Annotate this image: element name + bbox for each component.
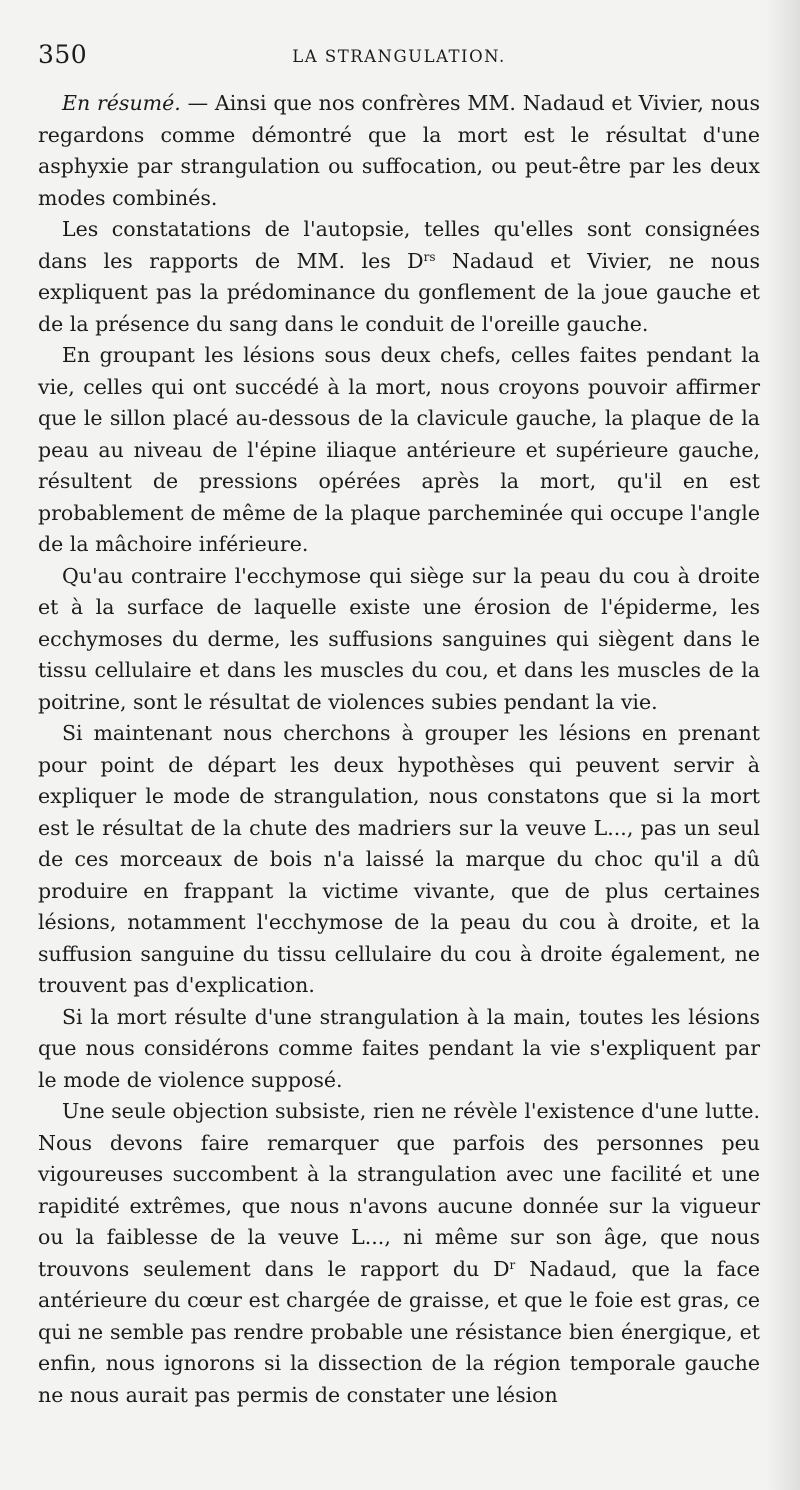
paragraph-2: [38, 214, 760, 340]
paragraph-7: [38, 1096, 760, 1411]
page-number: 350: [38, 40, 88, 69]
paragraph-text-before: Une seule objection subsiste, rien ne révèle l'existence d'une lutte. Nous devons faire remarquer que parfois des personnes peu vigoureuses succombent à la strangulation avec une facilité et une rapidité extrêmes, que nous n'avons aucune donnée sur la vigueur ou la faiblesse de la veuve L..., ni même sur son âge, que nous trouvons seulement dans le rapport du D: [38, 1099, 760, 1281]
paragraph-text: En groupant les lésions sous deux chefs, celles faites pendant la vie, celles qui ont succédé à la mort, nous croyons pouvoir affirmer que le sillon placé au-dessous de la clavicule gauche, la plaque de la peau au niveau de l'épine iliaque antérieure et supérieure gauche, résultent de pressions opérées après la mort, qu'il en est probablement de même de la plaque parcheminée qui occupe l'angle de la mâchoire inférieure.: [38, 343, 760, 556]
page-edge-shadow: [766, 0, 800, 1490]
running-head: LA STRANGULATION.: [292, 47, 506, 66]
paragraph-text: Si maintenant nous cherchons à grouper les lésions en prenant pour point de départ les deux hypothèses qui peuvent servir à expliquer le mode de strangulation, nous constatons que si la mort est le résultat de la chute des madriers sur la veuve L..., pas un seul de ces morceaux de bois n'a laissé la marque du choc qu'il a dû produire en frappant la victime vivante, que de plus certaines lésions, notamment l'ecchymose de la peau du cou à droite, et la suffusion sanguine du tissu cellulaire du cou à droite également, ne trouvent pas d'explication.: [38, 721, 760, 997]
paragraph-lead-italic: En résumé.: [62, 91, 181, 115]
paragraph-6: [38, 1002, 760, 1097]
paragraph-text-after: Nadaud et Vivier, ne nous expliquent pas la prédominance du gonflement de la joue gauche et de la présence du sang dans le conduit de l'oreille gauche.: [38, 248, 760, 336]
paragraph-text: Si la mort résulte d'une strangulation à la main, toutes les lésions que nous considérons comme faites pendant la vie s'expliquent par le mode de violence supposé.: [38, 1004, 760, 1092]
paragraph-1: [38, 88, 760, 214]
superscript-abbrev: rs: [423, 249, 436, 264]
paragraph-text: Qu'au contraire l'ecchymose qui siège sur la peau du cou à droite et à la surface de laquelle existe une érosion de l'épiderme, les ecchymoses du derme, les suffusions sanguines qui siègent dans le tissu cellulaire et dans les muscles du cou, et dans les muscles de la poitrine, sont le résultat de violences subies pendant la vie.: [38, 563, 760, 714]
paragraph-4: [38, 561, 760, 719]
page-header: [38, 40, 760, 76]
paragraph-5: [38, 718, 760, 1002]
paragraph-text-before: Les constatations de l'autopsie, telles qu'elles sont consignées dans les rapports de MM. les D: [38, 217, 760, 273]
superscript-abbrev: r: [509, 1257, 516, 1272]
paragraph-text: — Ainsi que nos confrères MM. Nadaud et Vivier, nous regardons comme démontré que la mort est le résultat d'une asphyxie par strangulation ou suffocation, ou peut-être par les deux modes combinés.: [38, 91, 760, 210]
body-text: [38, 88, 760, 1411]
paragraph-3: [38, 340, 760, 561]
paragraph-text-after: Nadaud, que la face antérieure du cœur est chargée de graisse, et que le foie est gras, ce qui ne semble pas rendre probable une résistance bien énergique, et enfin, nous ignorons si la dissection de la région temporale gauche ne nous aurait pas permis de constater une lésion: [38, 1256, 761, 1407]
